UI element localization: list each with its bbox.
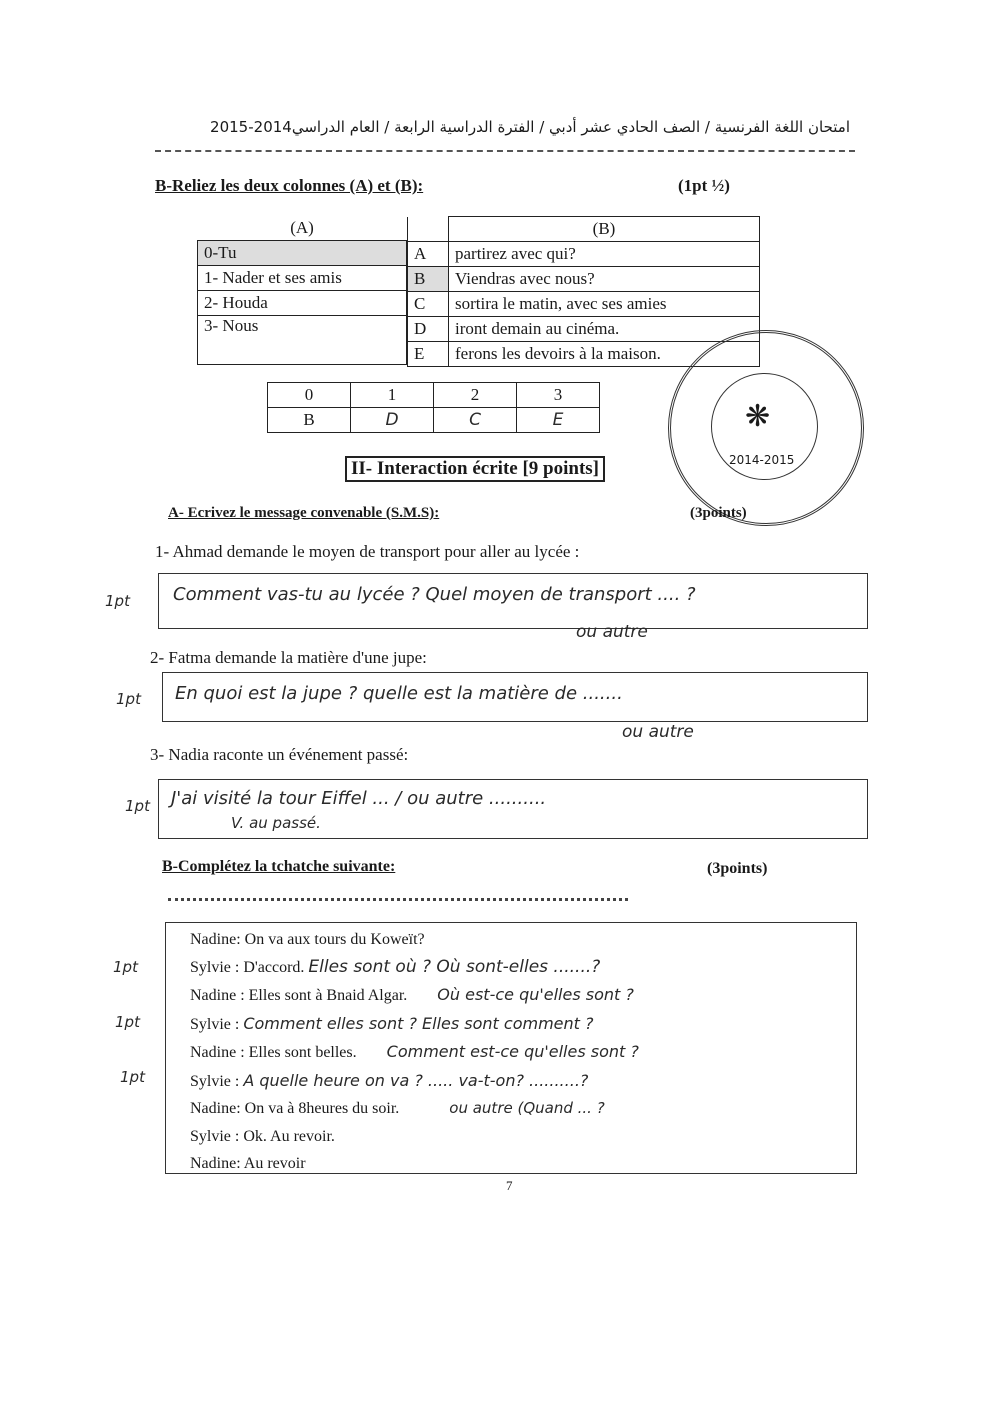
dialogue-line: Sylvie : A quelle heure on va ? ..... va-t-on? ..........? [190, 1070, 589, 1090]
dialogue-line: Nadine: Au revoir [190, 1155, 306, 1172]
col-a-header: (A) [198, 216, 407, 241]
column-a-table [197, 216, 407, 365]
col-a-row: 1- Nader et ses amis [198, 266, 407, 291]
margin-score: 1pt [105, 592, 130, 610]
question-number: 3- [150, 745, 165, 764]
answer-value: B [268, 408, 351, 433]
dialogue-line: Nadine: On va à 8heures du soir. ou autre (Quand ... ? [190, 1099, 605, 1117]
stamp-years: 2014-2015 [729, 453, 795, 467]
handwritten-answer: A quelle heure on va ? ..... va-t-on? ..........? [243, 1070, 589, 1090]
question-number: 2- [150, 648, 165, 667]
section-a-title: A- Ecrivez le message convenable (S.M.S): [168, 505, 440, 521]
question-2 [150, 648, 427, 668]
question-1 [155, 542, 579, 562]
handwritten-note: V. au passé. [231, 814, 321, 832]
question-3 [150, 745, 408, 765]
col-a-row: 3- Nous [198, 316, 407, 365]
margin-score: 1pt [115, 1013, 140, 1031]
col-b-text: iront demain au cinéma. [449, 317, 760, 342]
col-b-text: Viendras avec nous? [449, 267, 760, 292]
dialogue-line: Nadine : Elles sont à Bnaid Algar. Où est-ce qu'elles sont ? [190, 985, 634, 1004]
answer-value: E [517, 408, 600, 433]
section-b-title: B-Reliez les deux colonnes (A) et (B): [155, 176, 424, 195]
question-text: Nadia raconte un événement passé: [168, 745, 409, 764]
section-a-points: (3points) [690, 505, 747, 521]
answer-key: 0 [268, 383, 351, 408]
margin-score: 1pt [113, 958, 138, 976]
chat-section-points: (3points) [707, 860, 768, 877]
answer-box-2 [162, 672, 868, 722]
col-b-letter: C [408, 292, 449, 317]
handwritten-answer: ou autre (Quand ... ? [449, 1099, 605, 1117]
col-b-letter: D [408, 317, 449, 342]
chat-section-title: B-Complétez la tchatche suivante: [162, 858, 396, 875]
dialogue-line: Sylvie : Ok. Au revoir. [190, 1127, 335, 1145]
part-ii-title: II- Interaction écrite [9 points] [345, 456, 605, 482]
exam-header: امتحان اللغة الفرنسية / الصف الحادي عشر أدبي / الفترة الدراسية الرابعة / العام الدراسي2014-2015 [210, 118, 850, 136]
scribble-divider [168, 898, 628, 901]
handwritten-answer: J'ai visité la tour Eiffel ... / ou autre .......... [171, 788, 547, 809]
section-b-points: (1pt ½) [678, 176, 730, 195]
col-a-row: 0-Tu [198, 241, 407, 266]
dialogue-line: Sylvie : D'accord. Elles sont où ? Où sont-elles .......? [190, 956, 601, 977]
column-b-table [407, 216, 760, 367]
question-text: Ahmad demande le moyen de transport pour aller au lycée : [172, 542, 580, 561]
col-b-text: partirez avec qui? [449, 242, 760, 267]
margin-score: 1pt [116, 690, 141, 708]
answer-box-3 [158, 779, 868, 839]
margin-score: 1pt [125, 797, 150, 815]
col-b-header: (B) [449, 217, 760, 242]
handwritten-answer: En quoi est la jupe ? quelle est la matière de ....... [175, 683, 623, 704]
col-b-letter: E [408, 342, 449, 367]
answer-box-1 [158, 573, 868, 629]
answer-key: 2 [434, 383, 517, 408]
dialogue-line: Nadine: On va aux tours du Koweït? [190, 931, 425, 948]
dialogue-line: Sylvie : Comment elles sont ? Elles sont comment ? [190, 1013, 594, 1033]
answer-key: 3 [517, 383, 600, 408]
handwritten-answer: Où est-ce qu'elles sont ? [437, 985, 634, 1004]
handwritten-answer: Comment est-ce qu'elles sont ? [386, 1042, 639, 1061]
handwritten-note: ou autre [622, 722, 694, 742]
handwritten-answer: Comment vas-tu au lycée ? Quel moyen de transport .... ? [173, 584, 696, 605]
col-b-text: ferons les devoirs à la maison. [449, 342, 760, 367]
col-b-text: sortira le matin, avec ses amies [449, 292, 760, 317]
dialogue-line: Nadine : Elles sont belles. Comment est-ce qu'elles sont ? [190, 1042, 639, 1061]
handwritten-answer: Elles sont où ? Où sont-elles .......? [308, 956, 601, 977]
emblem-icon: ❋ [745, 400, 771, 433]
official-stamp [668, 330, 864, 526]
margin-score: 1pt [120, 1068, 145, 1086]
handwritten-note: ou autre [576, 622, 648, 642]
col-a-row: 2- Houda [198, 291, 407, 316]
header-divider [155, 150, 855, 152]
answer-value: D [351, 408, 434, 433]
dialogue [190, 926, 850, 1178]
question-text: Fatma demande la matière d'une jupe: [168, 648, 427, 667]
handwritten-answer: Comment elles sont ? Elles sont comment ? [243, 1013, 594, 1033]
col-b-letter: A [408, 242, 449, 267]
answer-value: C [434, 408, 517, 433]
answer-key: 1 [351, 383, 434, 408]
col-b-letter: B [408, 267, 449, 292]
question-number: 1- [155, 542, 170, 561]
answer-grid [267, 382, 600, 433]
page-number: 7 [506, 1178, 513, 1193]
